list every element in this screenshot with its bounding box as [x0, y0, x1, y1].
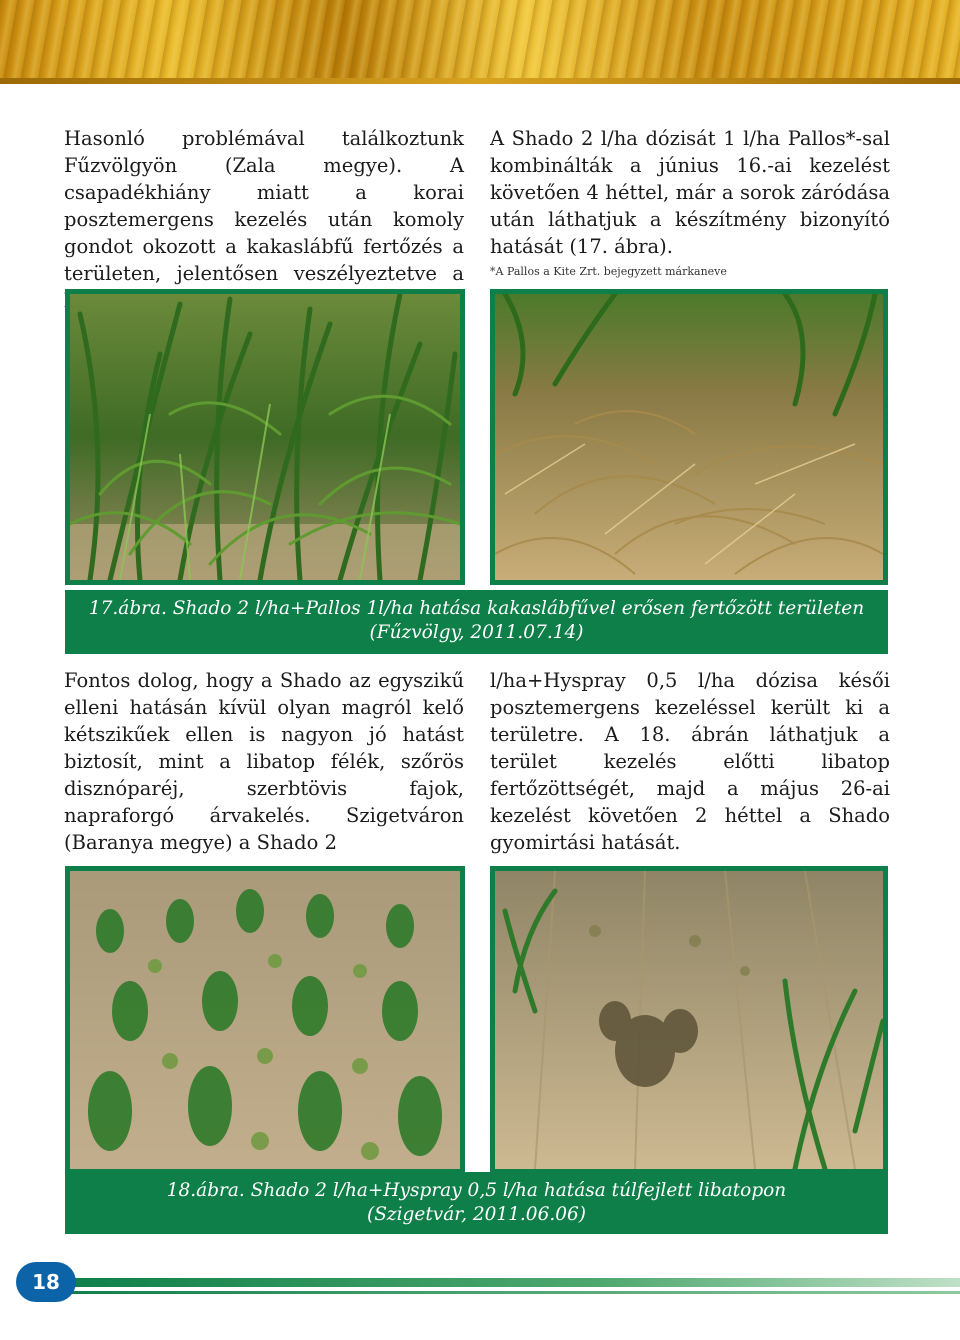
body-right-paragraph: l/ha+Hyspray 0,5 l/ha dózisa késői posztemergens kezeléssel került ki a területre. A 18. ábrán láthatjuk a terület kezelés előtti libatop fertőzöttségét, majd a május 26-ai kezelést követően 2 héttel a Shado gyomirtási hatását.: [490, 669, 890, 854]
photo-weedy-maize-before: [65, 289, 465, 585]
intro-right-paragraph: A Shado 2 l/ha dózisát 1 l/ha Pallos*-sal kombinálták a június 16.-ai kezelést követően 4 héttel, már a sorok záródása után láthatjuk a készítmény bizonyító hatását (17. ábra).: [490, 127, 890, 258]
figure-17-caption-text: Shado 2 l/ha+Pallos 1l/ha hatása kakaslábfűvel erősen fertőzött területen: [166, 598, 865, 619]
top-banner: [0, 0, 960, 84]
footer-rule: [60, 1278, 960, 1287]
footer-rule-thin: [60, 1291, 960, 1294]
figure-18-caption-line1: 18.ábra. Shado 2 l/ha+Hyspray 0,5 l/ha hatása túlfejlett libatopon: [166, 1180, 787, 1201]
figure-17-caption: [65, 590, 888, 654]
figure-17-caption-line2: (Fűzvölgy, 2011.07.14): [369, 622, 584, 643]
photo-maize-after-treatment: [490, 289, 888, 585]
photo-libatop-after: [490, 866, 888, 1174]
footnote-pallos-trademark: *A Pallos a Kite Zrt. bejegyzett márkaneve: [490, 265, 727, 278]
photo-libatop-before: [65, 866, 465, 1174]
figure-17-label: 17.ábra.: [88, 598, 167, 619]
figure-18-caption: [65, 1172, 888, 1234]
intro-left-paragraph: Hasonló problémával találkoztunk Fűzvölgyön (Zala megye). A csapadékhiány miatt a korai posztemergens kezelés után komoly gondot okozott a kakaslábfű fertőzés a területen, jelentősen veszélyeztetve a: [64, 127, 464, 285]
figure-18-caption-line2: (Szigetvár, 2011.06.06): [367, 1204, 586, 1225]
body-left-paragraph: Fontos dolog, hogy a Shado az egyszikű elleni hatásán kívül olyan magról kelő kétszikűek ellen is nagyon jó hatást biztosít, mint a libatop félék, szőrös disznóparéj, szerbtövis fajok, napraforgó árvakelés. Szigetváron (Baranya megye) a Shado 2: [64, 669, 464, 854]
figure-17-caption-line1: [65, 597, 888, 621]
page-number: 18: [16, 1262, 76, 1302]
